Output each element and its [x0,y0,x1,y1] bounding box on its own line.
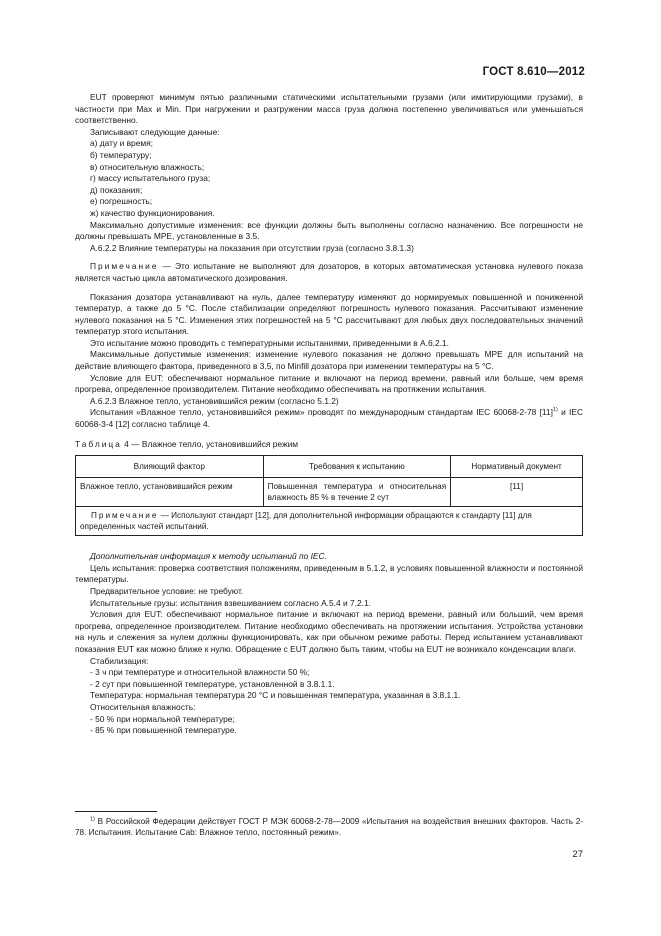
main-text [75,92,583,737]
list-item: б) температуру; [90,149,152,160]
footnote-mark: 1) [90,816,95,823]
list-item: в) относительную влажность; [90,161,205,172]
list-item: ж) качество функционирования. [90,207,215,218]
paragraph: Стабилизация: [90,655,149,666]
table-label: Таблица [75,438,122,449]
section-heading: А.6.2.3 Влажное тепло, установившийся режим (согласно 5.1.2) [90,395,339,406]
paragraph: Записывают следующие данные: [90,126,220,137]
footnote-divider [75,811,157,812]
list-item: - 85 % при повышенной температуре. [90,725,237,736]
table-cell: [11] [451,478,583,507]
column-header: Влияющий фактор [76,456,264,478]
list-item: - 2 сут при повышенной температуре, установленной в 3.8.1.1. [90,678,335,689]
note-label: Примечание [90,261,159,272]
table-caption: 4 — Влажное тепло, установившийся режим [121,438,299,449]
table-cell: Повышенная температура и относительная влажность 85 % в течение 2 сут [263,478,451,507]
list-item: а) дату и время; [90,138,153,149]
table-cell: Влажное тепло, установившийся режим [76,478,264,507]
standard-code-header: ГОСТ 8.610—2012 [482,66,585,78]
paragraph: Максимально допустимые изменения: все функции должны быть выполнены согласно назначению. Все погрешности не должны превышать МРЕ, установленные в 3.5. [75,219,583,242]
paragraph: Максимальные допустимые изменения: изменение нулевого показания не должно превышать МРЕ для испытаний на действие влияющего фактора, приведенного в 3.5, по Minfill дозатора при изменении температуры на 5 °С. [75,349,583,372]
table-row [76,478,583,507]
paragraph-text: Испытания «Влажное тепло, установившийся режим» проводят по международным стандартам IEC 60068-2-78 [11] [90,407,553,418]
note [75,261,583,284]
table-note [76,507,583,536]
note-label: Примечание [91,511,159,521]
note-text: — Это испытание не выполняют для дозаторов, в которых автоматическая установка нулевого показа является частью цикла автоматического дозирования. [75,261,583,283]
column-header: Нормативный документ [451,456,583,478]
paragraph [75,407,583,430]
list-item: е) погрешность; [90,196,153,207]
paragraph-text: и IEC 60068-3-4 [12] согласно таблице 4. [75,407,583,430]
note-text: — Используют стандарт [12], для дополнительной информации обращаются к стандарту [11] для определенных частей испытаний. [80,511,532,532]
paragraph: Цель испытания: проверка соответствия положениям, приведенным в 5.1.2, в условиях повышенной влажности и постоянной температуры. [75,562,583,585]
list-item: - 3 ч при температуре и относительной влажности 50 %; [90,667,310,678]
table-header-row [76,456,583,478]
table-title [75,439,583,451]
list-item: д) показания; [90,184,143,195]
footnote-ref: 1) [552,407,558,414]
requirements-table [75,455,583,536]
paragraph: Предварительное условие: не требуют. [90,586,244,596]
section-heading: А.6.2.2 Влияние температуры на показания при отсутствии груза (согласно 3.8.1.3) [90,242,414,253]
footnote [75,816,583,839]
paragraph: Показания дозатора устанавливают на нуль, далее температуру изменяют до нормируемых повышенной и пониженной температур, а также до 5 °С. После стабилизации определяют погрешность нулевого показания. Рассчитывают изменение нулевого показания на 5 °С. Изменения этих погрешностей на 5 °С рассчитывают для любых двух последовательных значений температур этого испытания. [75,291,583,337]
paragraph: EUT проверяют минимум пятью различными статическими испытательными грузами (или имитирующими грузами), в частности при Max и Min. При нагружении и разгружении масса груза должна постепенно увеличиваться или уменьшаться соответственно. [75,92,583,126]
paragraph: Это испытание можно проводить с температурными испытаниями, приведенными в А.6.2.1. [90,337,449,348]
list-item: - 50 % при нормальной температуре; [90,713,235,724]
paragraph: Условия для EUT: обеспечивают нормальное питание и включают на период времени, равный или больший, чем время прогрева, определенное производителем. Питание необходимо обеспечивать на протяжении испытания. Устройства установки на нуль и слежения за нулем должны функционировать, как при обычном режиме работы. Перед испытанием устанавливают показания EUT как можно ближе к нулю. Обращение с EUT должно быть таким, чтобы на EUT не возникало конденсации влаги. [75,609,583,654]
list-item: г) массу испытательного груза; [90,173,211,184]
paragraph: Условие для EUT: обеспечивают нормальное питание и включают на период времени, равный или больше, чем время прогрева, определенное производителем. Питание необходимо обеспечивать на протяжении испытания. [75,372,583,395]
paragraph: Температура: нормальная температура 20 °С и повышенная температура, указанная в 3.8.1.1. [90,690,461,701]
footnote-text: В Российской Федерации действует ГОСТ Р МЭК 60068-2-78—2009 «Испытания на воздействия внешних факторов. Часть 2-78. Испытания. Испытание Cab: Влажное тепло, постоянный режим». [75,817,583,838]
page-number: 27 [572,849,583,860]
paragraph: Испытательные грузы: испытания взвешиванием согласно А.5.4 и 7.2.1. [90,597,371,608]
paragraph: Относительная влажность: [90,701,196,712]
italic-heading: Дополнительная информация к методу испытаний по IEC. [90,551,327,562]
table-note-row [76,507,583,536]
column-header: Требования к испытанию [263,456,451,478]
